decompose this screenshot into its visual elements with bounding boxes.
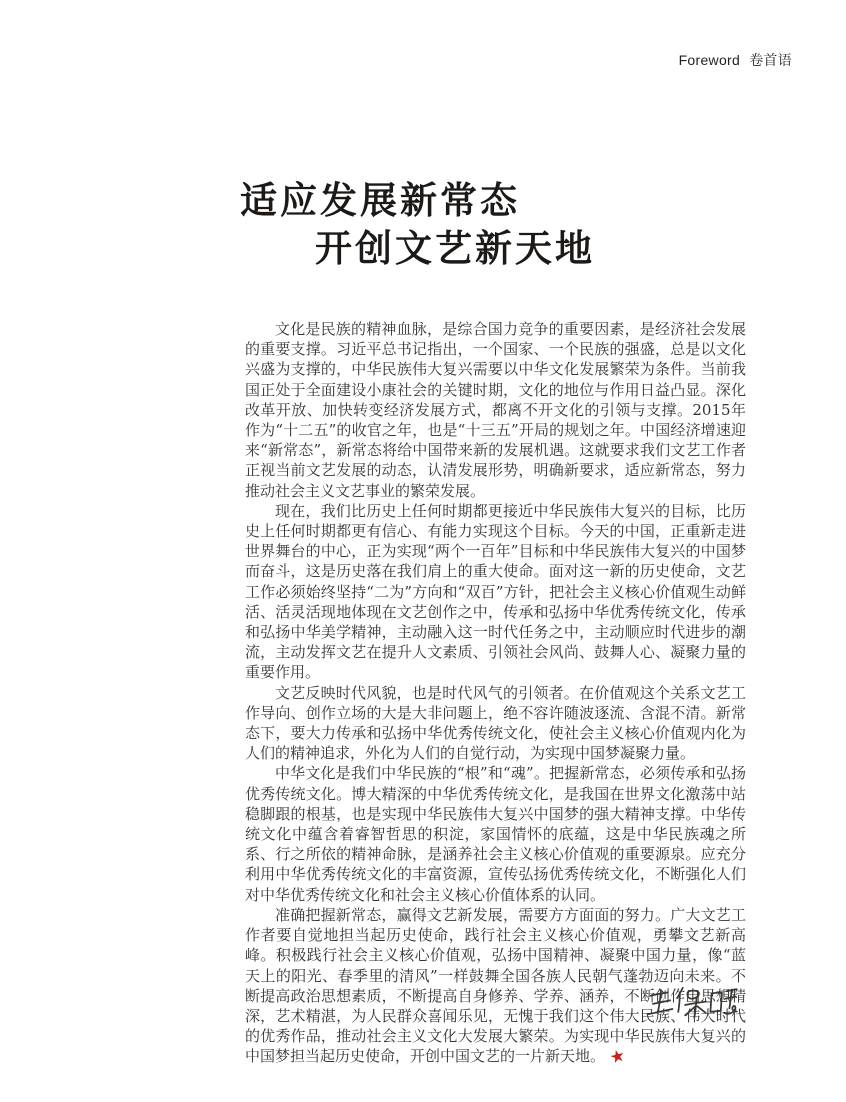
end-star-icon: ★: [607, 1045, 628, 1069]
signature-handwriting-icon: [644, 982, 740, 1028]
article-title: [240, 176, 595, 272]
article-body: [245, 319, 746, 1067]
paragraph-2: 现在，我们比历史上任何时期都更接近中华民族伟大复兴的目标，比历史上任何时期都更有信心、有能力实现这个目标。今天的中国，正重新走进世界舞台的中心，正为实现“两个一百年”目标和中华民族伟大复兴的中国梦而奋斗，这是历史落在我们肩上的重大使命。面对这一新的历史使命，文艺工作必须始终坚持“二为”方向和“双百”方针，把社会主义核心价值观生动鲜活、活灵活现地体现在文艺创作之中，传承和弘扬中华优秀传统文化，传承和弘扬中华美学精神，主动融入这一时代任务之中，主动顺应时代进步的潮流，主动发挥文艺在提升人文素质、引领社会风尚、鼓舞人心、凝聚力量的重要作用。: [245, 501, 746, 682]
paragraph-3: 文艺反映时代风貌，也是时代风气的引领者。在价值观这个关系文艺工作导向、创作立场的大是大非问题上，绝不容许随波逐流、含混不清。新常态下，要大力传承和弘扬中华优秀传统文化，使社会主义核心价值观内化为人们的精神追求，外化为人们的自觉行动，为实现中国梦凝聚力量。: [245, 683, 746, 763]
paragraph-4: 中华文化是我们中华民族的“根”和“魂”。把握新常态，必须传承和弘扬优秀传统文化。博大精深的中华优秀传统文化，是我国在世界文化激荡中站稳脚跟的根基，也是实现中华民族伟大复兴中国梦的强大精神支撑。中华传统文化中蕴含着睿智哲思的积淀，家国情怀的底蕴，这是中华民族魂之所系、行之所依的精神命脉，是涵养社会主义核心价值观的重要源泉。应充分利用中华优秀传统文化的丰富资源，宣传弘扬优秀传统文化，不断强化人们对中华优秀传统文化和社会主义核心价值体系的认同。: [245, 764, 746, 904]
foreword-label-en: Foreword: [678, 52, 741, 68]
foreword-header: [679, 50, 792, 70]
foreword-label-zh: 卷首语: [749, 52, 792, 68]
title-line-2: 开创文艺新天地: [315, 226, 595, 270]
author-signature: [644, 982, 740, 1028]
paragraph-1: 文化是民族的精神血脉，是综合国力竞争的重要因素，是经济社会发展的重要支撑。习近平总书记指出，一个国家、一个民族的强盛，总是以文化兴盛为支撑的，中华民族伟大复兴需要以中华文化发展繁荣为条件。当前我国正处于全面建设小康社会的关键时期，文化的地位与作用日益凸显。深化改革开放、加快转变经济发展方式，都离不开文化的引领与支撑。2015年作为“十二五”的收官之年，也是“十三五”开局的规划之年。中国经济增速迎来“新常态”，新常态将给中国带来新的发展机遇。这就要求我们文艺工作者正视当前文艺发展的动态，认清发展形势，明确新要求，适应新常态，努力推动社会主义文艺事业的繁荣发展。: [245, 320, 746, 500]
paragraph-5-text: 准确把握新常态，赢得文艺新发展，需要方方面面的努力。广大文艺工作者要自觉地担当起历史使命，践行社会主义核心价值观，勇攀文艺新高峰。积极践行社会主义核心价值观，弘扬中国精神、凝聚中国力量，像“蓝天上的阳光、春季里的清风”一样鼓舞全国各族人民朝气蓬勃迈向未来。不断提高政治思想素质，不断提高自身修养、学养、涵养，不断创作出思想精深，艺术精湛，为人民群众喜闻乐见，无愧于我们这个伟大民族、伟大时代的优秀作品，推动社会主义文化大发展大繁荣。为实现中华民族伟大复兴的中国梦担当起历史使命，开创中国文艺的一片新天地。: [245, 905, 746, 1066]
title-line-1: 适应发展新常态: [240, 178, 520, 222]
